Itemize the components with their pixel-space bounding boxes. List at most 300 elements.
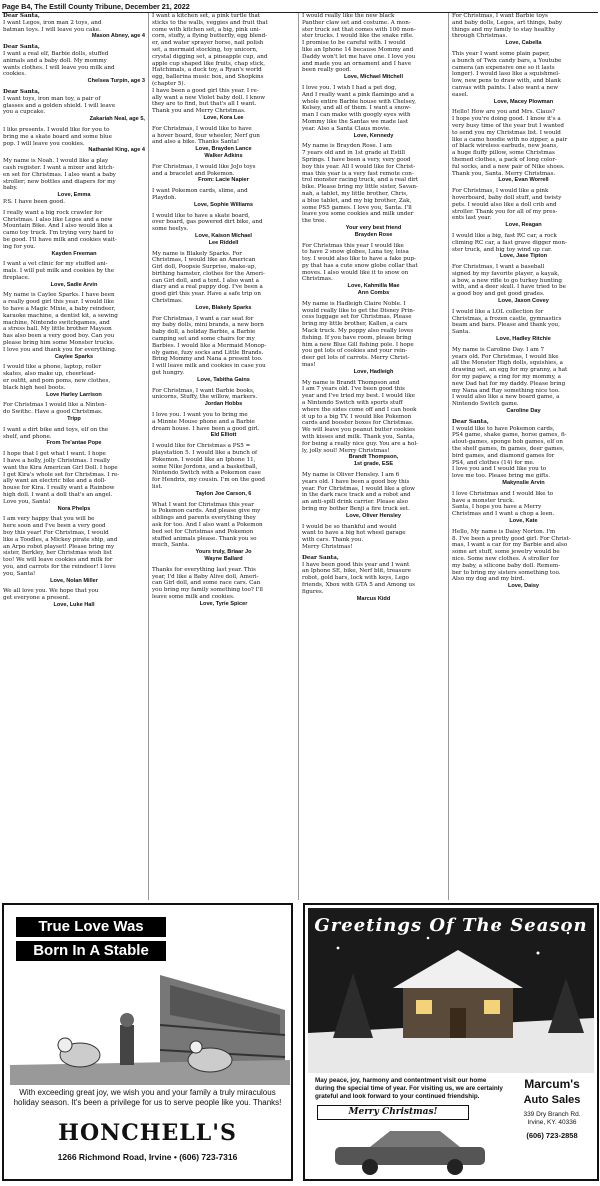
letter-line: For Christmas, I would like a pink (452, 188, 549, 195)
letter-signature: Eld Elliott (210, 432, 237, 439)
letter-line: My name is Caylee Sparks. I have been (3, 292, 115, 299)
dealer-phone: (606) 723-2858 (526, 1131, 578, 1140)
letter-signature: Love, Hadleigh (353, 368, 394, 375)
letter-line: friends, Xbox with GTA 5 and Among us (302, 581, 416, 588)
letter-line: ally want an electric bike and a doll- (3, 478, 107, 485)
letter-line: PS4, and clothes (14) for me. (452, 459, 535, 466)
letter-line: robot, gold bars, lock with keys, Lego (302, 575, 409, 582)
letter-line: I want a kitchen set, a pink turtle that (152, 13, 261, 19)
letter-line: Thanks for everything last year. This (152, 566, 256, 573)
letter-line: bring me a skate board and some blue (3, 133, 112, 140)
letter-line: I will leave milk and cookies in case you (152, 363, 266, 370)
advertisements (0, 900, 600, 1186)
letter-line: an anti-spill drink carrier. Please also (302, 499, 409, 506)
letter-line: him a new Blue Gill fishing pole. I hope (302, 341, 414, 348)
letter-line: ing for you. (3, 243, 36, 250)
letter-signature: Love, Macey Plowman (493, 98, 554, 105)
letter-line: you a cupcake. (3, 109, 46, 116)
letter-line: longer). I would laso like a squishmel- (452, 71, 560, 78)
letter-line: have a monster truck. (452, 497, 515, 504)
letter-line: trol monster racing truck, and a real dirt (302, 177, 419, 184)
marcums-ad (303, 903, 599, 1181)
letter-line: This year I want some plain paper, (452, 50, 550, 57)
letter-salutation: Dear Santa, (302, 554, 339, 561)
ad-message-2: May peace, joy, harmony and contentment visit our home during the special time of year. For visiting us, we are certainly grateful and look forward to your continued friendship. (315, 1077, 503, 1100)
honchells-ad (2, 903, 293, 1181)
letter-line: I want a vet clinic for my stuffed ani- (3, 261, 108, 268)
letter-line: like a Toodles, a Mickey pirate ship, and (3, 536, 118, 543)
car-illustration (315, 1123, 505, 1177)
letter-line: through Christmas. (452, 33, 508, 40)
letter-line: an Arpo robot playset! Please bring my (3, 543, 115, 550)
letter-line: be good. I'll have milk and cookies wait- (3, 236, 117, 243)
letter-line: For Christmas, I want a baseball (452, 264, 545, 271)
letter-line: Hello! How are you and Mrs. Claus? (452, 109, 555, 116)
letter-line: For Christmas, I want a car seat for (152, 315, 254, 322)
letter-line: shelf, and phone. (3, 433, 52, 440)
letter-line: I have been a good girl this year. I re- (152, 87, 259, 94)
letter-line: My name is Blakely Sparks. For (152, 250, 242, 257)
letter-line: mals. I will put milk and cookies by the (3, 268, 115, 275)
letter-line: I have been good this year and I want (302, 561, 410, 568)
ad-message: With exceeding great joy, we wish you and your family a truly miraculous holiday season. It's been a privilege for us to serve people like you. Thanks! (13, 1088, 282, 1107)
letter-line: atout-games, sponge bob games, elf on (452, 439, 563, 446)
letter-signature: From: Lacie Napier (198, 177, 249, 184)
letter-signature: Caylee Sparks (54, 353, 94, 360)
letter-line: you get lots of cookies and your rein- (302, 348, 408, 355)
letter-line: Christmas, a frozen castle, gymnastics (452, 315, 562, 322)
letter-line: sister, Berkley, her Christmas wish list (3, 550, 112, 557)
letter-line: a good boy and get good grades. (452, 291, 545, 298)
letter-line: for my papaw, a ring for my mommy, a (452, 374, 561, 381)
letter-line: siblings and parents everything they (152, 515, 256, 522)
letters-columns (0, 13, 600, 900)
ad-title: Greetings Of The Season (314, 915, 588, 936)
letter-line: Bring Mommy and Nana a present too. (152, 356, 263, 363)
letter-line: Playdoh. (152, 194, 177, 201)
letter-line: machine, Nintendo switchgames, and (3, 319, 110, 326)
letter-line: leave some milk and cookies. (152, 593, 235, 600)
letter-signature: Walker Adkins (204, 152, 243, 159)
letter-salutation: Dear Santa, (3, 13, 40, 19)
letter-line: with kisses and milk. Thank you, Santa, (302, 434, 415, 441)
letter-line: Merry Christmas! (302, 543, 353, 550)
letter-line: I love you. I want you to bring me (152, 412, 248, 419)
letter-line: a really good girl this year. I would like (3, 299, 115, 306)
letter-signature: Ann Combs (357, 290, 390, 297)
letter-line: too! We will leave cookies and milk for (3, 557, 113, 564)
letter-signature: Chelsea Turpin, age 3 (87, 78, 145, 85)
letter-line: want the Kira American Girl Doll. I hope (3, 464, 118, 471)
letter-line: mas this year is a very fast remote con- (302, 170, 414, 177)
letter-line: Mommy like the Santas we made last (302, 118, 409, 125)
letter-line: bring my bother Benji a fire truck set. (302, 505, 410, 512)
letter-signature: Love, Nolan Miller (50, 577, 98, 584)
letter-signature: Love, Jase Tipton (499, 253, 548, 260)
letter-line: I want a real elf, Barbie dolls, stuffed (3, 50, 109, 57)
ad-banner-line-1: True Love Was (16, 917, 166, 937)
letter-line: Christmas and I want a chop a leen. (452, 511, 555, 518)
letters-column-4 (448, 13, 598, 900)
letter-line: PS4 game, shake game, horse games, fi- (452, 432, 567, 439)
letter-line: fireplace. (3, 274, 30, 281)
letter-line: animals and a baby doll. My mommy (3, 57, 107, 64)
letter-line: camo toy truck. I'm trying very hard to (3, 230, 114, 237)
letter-line: would really like to get the Disney Prin- (302, 307, 415, 314)
letter-line: a bow, a new rifle to go turkey hunting (452, 277, 562, 284)
letter-line: Panther claw set and costume. A mon- (302, 19, 411, 26)
letter-line: ents last year. (452, 215, 492, 222)
letter-line: to have a Magic Mixie, a baby reindeer, (3, 306, 116, 313)
letter-line: nice. Some new clothes. A stroller for (452, 555, 559, 562)
letter-line: climing RC car, a fast grave digger mon- (452, 239, 567, 246)
letter-signature: Love, Jaxon Covey (498, 298, 549, 305)
letter-line: a Minnie Mouse phone and a Barbie (152, 418, 255, 425)
letter-line: Santa. (452, 329, 471, 336)
letter-line: a stress ball. My little brother Mayson (3, 326, 112, 333)
letter-line: been really good. (302, 67, 352, 74)
letters-column-3 (298, 13, 448, 900)
letter-line: here soon and I've been a very good (3, 523, 106, 530)
letter-signature: Brandt Thompson, (348, 454, 399, 461)
letter-line: the shelf games, fn games, deer games, (452, 446, 565, 453)
letter-line: Also my dog and my bird. (452, 576, 525, 583)
letter-line: where the sides come off and I can hook (302, 406, 417, 413)
letter-line: We will leave you peanut butter cookies (302, 427, 416, 434)
letter-line: year. Also a Santa Claus movie. (302, 125, 391, 132)
address-line-2: Irvine, KY. 40336 (527, 1119, 577, 1126)
letter-line: please bring him some Monster trucks. (3, 340, 115, 347)
letter-line: year. For Christmas, I would like a glow (302, 485, 415, 492)
letter-signature: Yours truly, Briaar Jo (195, 549, 252, 556)
letter-line: beam and bars. Please and thank you, (452, 322, 560, 329)
merry-christmas-script: Merry Christmas! (317, 1105, 469, 1120)
letter-line: boy this year! For Christmas, I would (3, 529, 109, 536)
letter-line: Hello, My name is Daisy Norton. I'm (452, 528, 556, 535)
letter-line: like an Iphone 14 because Mommy and (302, 46, 414, 53)
letter-line: I am 7 years old. I've been good this (302, 386, 405, 393)
letter-line: you, and carrots for the reindeer! I love (3, 563, 116, 570)
letter-signature: Love, Oliver Hensley (345, 512, 402, 519)
letter-line: set, a mermaid stocking, toy unicorn, (152, 46, 258, 53)
letter-line: Christmas. I also like Legos and a new (3, 216, 113, 223)
letter-line: 7 years old and in 1st grade at Estill (302, 150, 406, 157)
letter-line: Mountain Bike. And I also would like a (3, 223, 113, 230)
letter-line: ful socks, and a new pair of Nike shoes. (452, 163, 565, 170)
letter-line: I want Pokemon cards, slime, and (152, 188, 248, 195)
letter-line: playstation 5. I would like a bunch of (152, 450, 258, 457)
store-name: HONCHELL'S (58, 1120, 237, 1146)
letter-signature: Marcus Kidd (356, 595, 391, 602)
letter-salutation: Dear Santa, (3, 44, 40, 51)
letter-line: I would like for Christmas a PS5 = (152, 443, 251, 450)
letter-line: you, Santa! (3, 570, 36, 577)
letter-line: things and my family to stay healthy (452, 26, 556, 33)
letter-line: years old. I have been a good boy this (302, 478, 410, 485)
letter-line: ster trucks. I would like the snake rifle. (302, 33, 414, 40)
letter-signature: Mason Abney, age 4 (91, 33, 145, 40)
letter-line: I like presents. I would like for you to (3, 126, 110, 133)
letter-signature: Love, Sadie Arvin (50, 281, 98, 288)
letter-line: sticks to the walls, veggies and fruit that (152, 19, 268, 26)
letter-signature: Love, Reagan (505, 222, 542, 229)
letter-line: can Girl doll, and a tent. I also want a (152, 277, 260, 284)
letter-line: can Girl doll, and some race cars. Can (152, 580, 261, 587)
letter-line: mas, I want a car for my Barbie and also (452, 542, 568, 549)
letter-line: hoverboard, baby doll stuff, and twisty (452, 194, 562, 201)
letter-line: nah, a tablet, my little brother, Chris, (302, 190, 408, 197)
letter-line: Mack truck. My poppy also really loves (302, 328, 414, 335)
letter-line: a hover board, four wheeler, Nerf gun (152, 132, 260, 139)
dealer-address (507, 1111, 597, 1127)
letter-line: some PS5 games. I love you, Santa. I'll (302, 204, 412, 211)
dealer-name-line-2: Auto Sales (523, 1094, 581, 1106)
letter-signature: Love, Michael Mitchell (343, 74, 404, 81)
letter-line: some Nike Jordons, and a basketball, (152, 463, 258, 470)
letter-line: en set for Christmas. I also want a baby (3, 171, 116, 178)
letter-line: ask for too. And I also want a Pokemon (152, 521, 263, 528)
letter-line: get hungry. (152, 370, 185, 377)
letter-signature: Love, Blakely Sparks (195, 304, 252, 311)
letter-line: ster truck set that comes with 100 mon- (302, 26, 416, 33)
letter-line: do Swithc. Have a good Christmas. (3, 409, 103, 416)
letter-line: some art stuff, some jewelry would be (452, 549, 560, 556)
letter-line: for being a really nice guy. You are a hol- (302, 440, 419, 447)
winter-scene (308, 908, 594, 1073)
letter-line: For Christmas, I want Barbie toys (452, 13, 548, 19)
letter-line: corn, stuffy, a flying butterfly, egg blend- (152, 33, 268, 40)
letter-line: I would like a phone, laptop, roller (3, 364, 102, 371)
letter-line: Springs. I have been a very, very good (302, 156, 411, 163)
letter-line: ally want a new Violet baby doll. I know (152, 94, 266, 101)
letter-signature: Love Harley Larrison (46, 391, 102, 398)
letter-salutation: Dear Santa, (3, 88, 40, 95)
letter-signature: Love, Cabella (505, 40, 542, 47)
letter-line: baby. (3, 185, 18, 192)
letter-line: cess luggage set for Christmas. Please (302, 314, 412, 321)
letter-line: very busy time of the year but I wanted (452, 122, 564, 129)
letter-line: love me too. Please bring me gifts. (452, 473, 551, 480)
letter-line: I would be so thankful and would (302, 523, 397, 530)
letter-signature: Love, Kate (509, 517, 538, 524)
letter-line: man I can make with googly eyes with (302, 112, 411, 119)
letter-line: whole entire Barbie house with Chelsey, (302, 98, 417, 105)
letter-line: camping set and some chairs for my (152, 336, 255, 343)
letter-line: years old. For Christmas, I would like (452, 353, 559, 360)
letter-line: For Christmas this year I would like (302, 242, 404, 249)
letter-line: with, and a deer skull. I have tried to be (452, 284, 566, 291)
letter-line: Kelsey, and all of them. I want a snow- (302, 105, 411, 112)
letter-line: with cars. Thank you. (302, 537, 364, 544)
letter-line: I love you and I would like you to (452, 466, 547, 473)
letter-signature: Tripp (67, 416, 81, 423)
letter-line: I am very happy that you will be (3, 516, 95, 523)
letter-line: of black wireless earbuds, new jeans, (452, 143, 559, 150)
letter-signature: Your very best friend (345, 224, 402, 231)
letter-line: I want Legos, iron man 2 toys, and (3, 19, 102, 26)
letter-line: My name is Oliver Hensley. I am 6 (302, 472, 400, 478)
letter-line: I have a holly, jolly Christmas. I really (3, 458, 111, 465)
letter-line: I love Christmas and I would like to (452, 490, 554, 497)
letter-line: bird games, and diamond games for (452, 452, 555, 459)
letter-signature: Love, Luke Hall (53, 601, 95, 608)
letter-line: egg, ballerina music box, and Shopkins (152, 74, 264, 81)
letter-line: in the dark race track and a robot and (302, 492, 411, 499)
letter-line: For Christmas I would like a Ninten- (3, 402, 107, 409)
letter-line: it up to a big TV. I would like Pokemon (302, 413, 412, 420)
letter-line: apple cup shaped like fruits, chap stick, (152, 60, 266, 67)
letter-line: P.S. I have been good. (3, 198, 66, 205)
letter-line: I hope you're doing good. I know it's a (452, 116, 561, 123)
letters-column-2 (148, 13, 298, 900)
letter-signature: Nora Phelps (57, 505, 91, 512)
letter-line: Pokemon. I would like an Iphone 11, (152, 456, 256, 463)
letter-line: Santa, I hope you have a Merry (452, 504, 542, 511)
letter-signature: Love, Evan Worrell (498, 177, 549, 184)
letter-line: pop. I will leave you cookies. (3, 140, 85, 147)
letter-line: stuffed animals please. Thank you so (152, 535, 257, 542)
letter-line: and baby dolls, Legos, art things, baby (452, 19, 563, 26)
letter-line: I hope that I get what I want. I hope (3, 451, 106, 458)
letter-line: ly, jolly soul! Merry Christmas! (302, 447, 390, 454)
letter-line: Christmas, I would like an American (152, 257, 256, 264)
letter-line: good girl this year. Have a safe trip on (152, 291, 261, 298)
letter-signature: Love, Brayden Lance (195, 146, 252, 153)
letter-line: and also a bike. Thanks Santa! (152, 139, 240, 146)
letter-line: they are to find, but that's all I want. (152, 101, 257, 108)
letter-line: 8. I've been a pretty good girl. For Christ- (452, 535, 571, 542)
letter-line: skates, also make up, cheerlead- (3, 371, 96, 378)
letter-line: Thank you and Merry Christmas. (152, 108, 246, 115)
letter-signature: Love, Daisy (507, 583, 540, 590)
letter-line: year, I'd like a Baby Alive doll, Ameri- (152, 573, 259, 580)
letter-salutation: Dear Santa, (452, 418, 489, 425)
letter-line: a blue tablet, and my big brother, Zak, (302, 197, 412, 204)
letter-line: I would like a big, fast RC car, a rock (452, 232, 557, 239)
letter-line: I promise to be careful with. I would (302, 40, 406, 47)
letter-line: I love you and thank you for everything. (3, 346, 117, 353)
letter-line: My name is Noah. I would like a play (3, 158, 109, 165)
letter-line: crystal digging set, a pineapple cup, and (152, 53, 268, 60)
letter-line: stroller; new bottles and diapers for my (3, 178, 116, 185)
letter-line: My name is Hadleigh Claire Noble. I (302, 300, 406, 307)
letter-line: unicorns, Stuffy, the willow, markers. (152, 394, 258, 401)
letter-line: some heelys. (152, 226, 189, 233)
letter-line: new Dad hat for my daddy. Please bring (452, 380, 566, 387)
letter-line: toy. I would also like to have a fake pup- (302, 256, 416, 263)
letter-signature: 1st grade, ESE (353, 461, 394, 468)
letter-line: and made you an ornament and I have (302, 60, 412, 67)
letter-line: For Christmas, I would like to have (152, 125, 252, 132)
letter-line: over board, gas powered dirt bike, and (152, 219, 263, 226)
page-header (2, 1, 598, 13)
letter-line: has also been a very good boy. Can you (3, 333, 115, 340)
dealer-name-line-1: Marcum's (524, 1077, 580, 1091)
letter-line: is Pokemon cards. And please give my (152, 508, 261, 515)
letter-line: stroller. Thank you for all of my pres- (452, 208, 558, 215)
letter-line: and a bracelet and Pokemon. (152, 170, 235, 177)
letter-line: I would really like the new black (302, 13, 395, 19)
letter-line: Christmas. (302, 276, 333, 283)
letter-line: oly game, fuzy socks and Little Brands. (152, 349, 264, 356)
header-text: Page B4, The Estill County Tribune, December 21, 2022 (2, 2, 190, 11)
letters-column-1 (0, 13, 148, 900)
letter-line: Girl doll, Poopsie Surprise, make-up, (152, 264, 257, 271)
letter-line: For Christmas, I want Barbie books, (152, 387, 255, 394)
ad-banner-line-2: Born In A Stable (16, 941, 166, 961)
letter-line: my baby dolls, mini brands, a new born (152, 322, 264, 329)
letter-line: bring my little brother, Kallen, a cars (302, 321, 408, 328)
letter-line: for Hendrix, my cousin. I'm on the good (152, 477, 266, 484)
letter-line: Nintendo Switch with a Pokemon case (152, 470, 261, 477)
letter-line: themed clothes, a pack of long color- (452, 156, 557, 163)
letter-signature: From Tre'antae Pope (46, 440, 102, 447)
letter-line: house for Kira. I really want a Rainbow (3, 485, 115, 492)
letter-signature: Love, Tabitha Gains (197, 376, 250, 383)
letter-line: get everyone a present. (3, 595, 71, 602)
letter-line: a Nintendo Switch with sports stuff (302, 400, 403, 407)
letter-line: my Nana and Ray something nice too. (452, 387, 560, 394)
letter-signature: Love, Kora Lee (203, 114, 244, 121)
letter-line: all the Monster High dolls, squishies, a (452, 360, 563, 367)
letter-line: to have 2 snow globes, Lana toy, leisa (302, 249, 409, 256)
letter-line: deer get lots of carrots. Merry Christ- (302, 355, 410, 362)
letter-line: a bunch of Twix candy bars, a Youtube (452, 57, 562, 64)
letter-line: you bring my family something too? I'll (152, 587, 263, 594)
letter-line: I want toys, iron man toy, a pair of (3, 95, 101, 102)
letter-line: er, and water sprayer horse, nail polish (152, 40, 264, 47)
letter-line: an Iphone SE, bike, Nerf blit, treasure (302, 568, 411, 575)
letter-signature: Taylon Joe Carson, 6 (195, 490, 252, 497)
letter-line: moves. I also would like it to snow on (302, 269, 409, 276)
letter-line: mas! (302, 362, 316, 369)
nativity-illustration (10, 965, 290, 1085)
letter-line: much, Santa. (152, 542, 190, 549)
letter-line: For Christmas, I would like JoJo toys (152, 163, 256, 170)
letter-line: year and I've tried my best. I would like (302, 393, 415, 400)
letter-line: wants clothes. I will leave you milk and (3, 64, 115, 71)
letter-line: What I want for Christmas this year (152, 501, 254, 508)
letter-line: the tree. (302, 218, 327, 225)
address-line-1: 339 Dry Branch Rd. (523, 1111, 581, 1118)
letter-signature: Jordan Hobbs (204, 401, 243, 408)
letter-signature: Brayden Rose (354, 231, 393, 238)
letter-line: Nintendo Switch game. (452, 401, 519, 408)
letter-line: dream house. I have been a good girl. (152, 425, 260, 432)
letter-line: baby doll, a holiday Barbie, a Barbie (152, 329, 256, 336)
letter-line: boy this year. All I would like for Christ- (302, 163, 416, 170)
letter-line: glasses and a golden shield. I will leave (3, 102, 116, 109)
letter-signature: Zakariah Neal, age 5, (89, 116, 145, 123)
letter-line: camera (an expensive one so it lasts (452, 64, 555, 71)
letter-line: fishing. If you have room, please bring (302, 334, 412, 341)
letter-line: Thank you, Santa. Merry Christmas. (452, 170, 556, 177)
letter-line: I would like to have a skate board, (152, 212, 250, 219)
letter-line: cookies. (3, 71, 27, 78)
letter-line: Daddy won't let me have one. I love you (302, 53, 416, 60)
letter-line: (chapter 5). (152, 80, 186, 87)
letter-signature: Makynslie Arvin (502, 480, 545, 486)
letter-line: canvas with paints. I also want a new (452, 84, 559, 91)
letter-line: list. (152, 484, 163, 490)
letter-line: Hatchimals, a duck toy, a Ryan's world (152, 67, 262, 74)
letter-signature: Love, Sophie Williams (193, 201, 253, 208)
letter-line: My name is Brayden Rose. I am (302, 143, 392, 150)
letter-line: figures. (302, 588, 324, 595)
letter-signature: Love, Kennedy (353, 132, 394, 139)
letter-line: bed set for Christmas and Pokemon (152, 528, 254, 535)
letter-line: I want a dirt bike and toys, elf on the (3, 426, 109, 433)
